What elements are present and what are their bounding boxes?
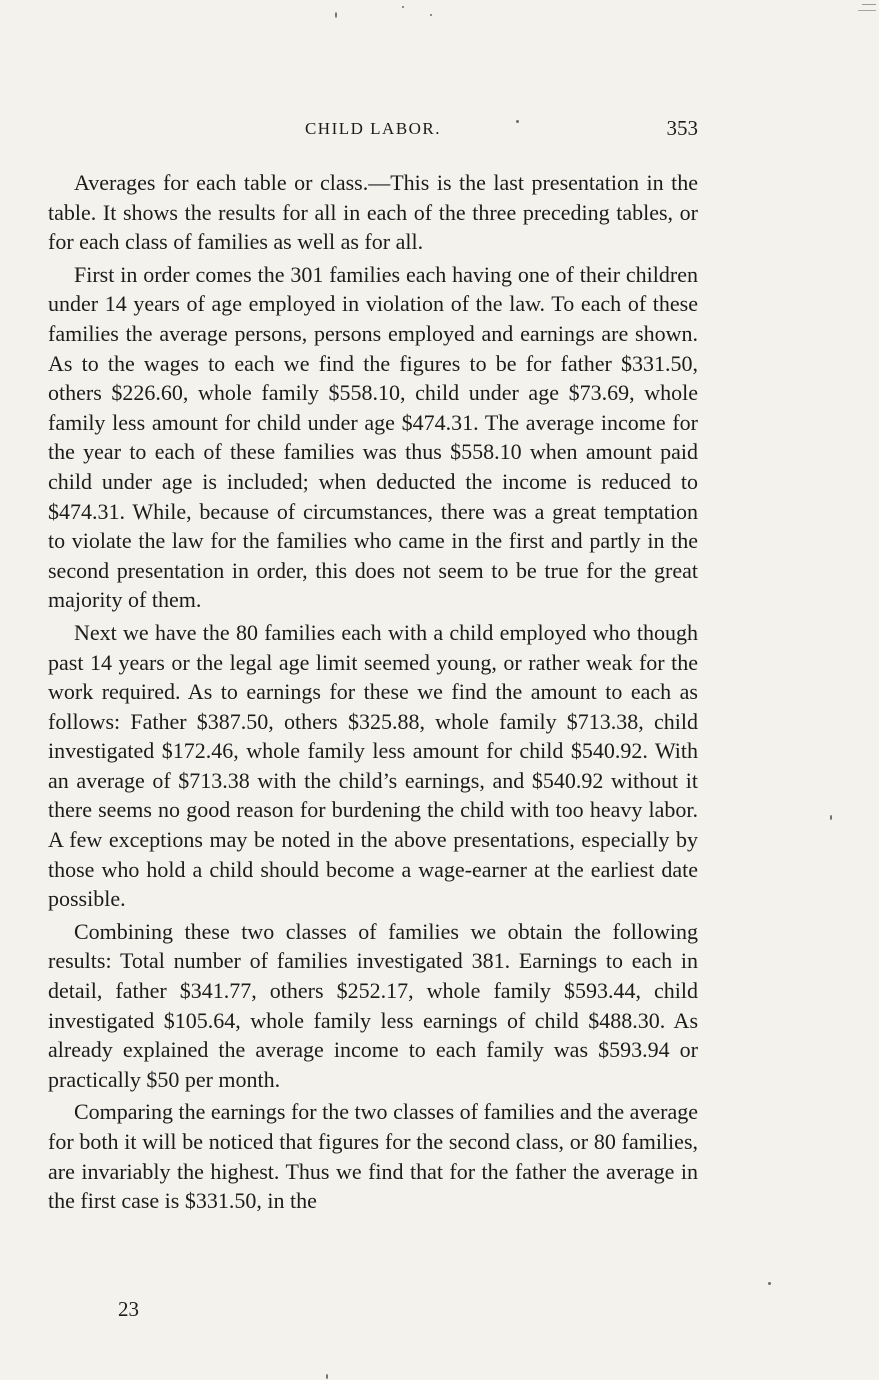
print-speck — [516, 120, 519, 123]
paragraph-first-class: First in order comes the 301 families each having one of their children under 14 years of age employed in violation of the law. To each of these families the average persons, persons employed and earnings are shown. As to the wages to each we find the figures to be for father $331.50, others $226.60, whole family $558.10, child under age $73.69, whole family less amount for child under age $474.31. The average income for the year to each of these families was thus $558.10 when amount paid child under age is included; when deducted the income is reduced to $474.31. While, because of circumstances, there was a great temptation to violate the law for the families who came in the first and partly in the second presentation in order, this does not seem to be true for the great majority of them. — [48, 261, 698, 613]
print-speck — [402, 6, 404, 8]
print-speck — [430, 14, 432, 16]
print-speck — [335, 12, 337, 18]
paragraph-averages: Averages for each table or class.—This is the last presentation in the table. It shows the results for all in each of the three preceding tables, or for each class of families as well as for all. — [48, 170, 698, 255]
page-number: 353 — [666, 116, 698, 140]
paragraph-second-class: Next we have the 80 families each with a child employed who though past 14 years or the legal age limit seemed young, or rather weak for the work required. As to earnings for these we find the amount to each as follows: Father $387.50, others $325.88, whole family $713.38, child investigated $172.46, whole family less amount for child $540.92. With an average of $713.38 with the child’s earnings, and $540.92 without it there seems no good reason for burdening the child with too heavy labor. A few exceptions may be noted in the above presentations, especially by those who hold a child should become a wage-earner at the earliest date possible. — [48, 619, 698, 912]
signature-mark: 23 — [118, 1297, 139, 1321]
running-head — [48, 116, 698, 146]
print-speck — [830, 815, 832, 820]
body-text — [48, 168, 698, 1219]
print-speck — [862, 4, 876, 5]
print-speck — [326, 1374, 328, 1379]
print-speck — [768, 1282, 771, 1285]
print-speck — [858, 10, 876, 11]
paragraph-comparison: Comparing the earnings for the two classes of families and the average for both it will be noticed that figures for the second class, or 80 families, are invariably the highest. Thus we find that for the father the average in the first case is $331.50, in the — [48, 1099, 698, 1214]
paragraph-combined: Combining these two classes of families we obtain the following results: Total number of families investigated 381. Earnings to each in detail, father $341.77, others $252.17, whole family $593.44, child investigated $105.64, whole family less earnings of child $488.30. As already explained the average income to each family was $593.94 or practically $50 per month. — [48, 918, 698, 1092]
running-title: CHILD LABOR. — [304, 119, 442, 138]
